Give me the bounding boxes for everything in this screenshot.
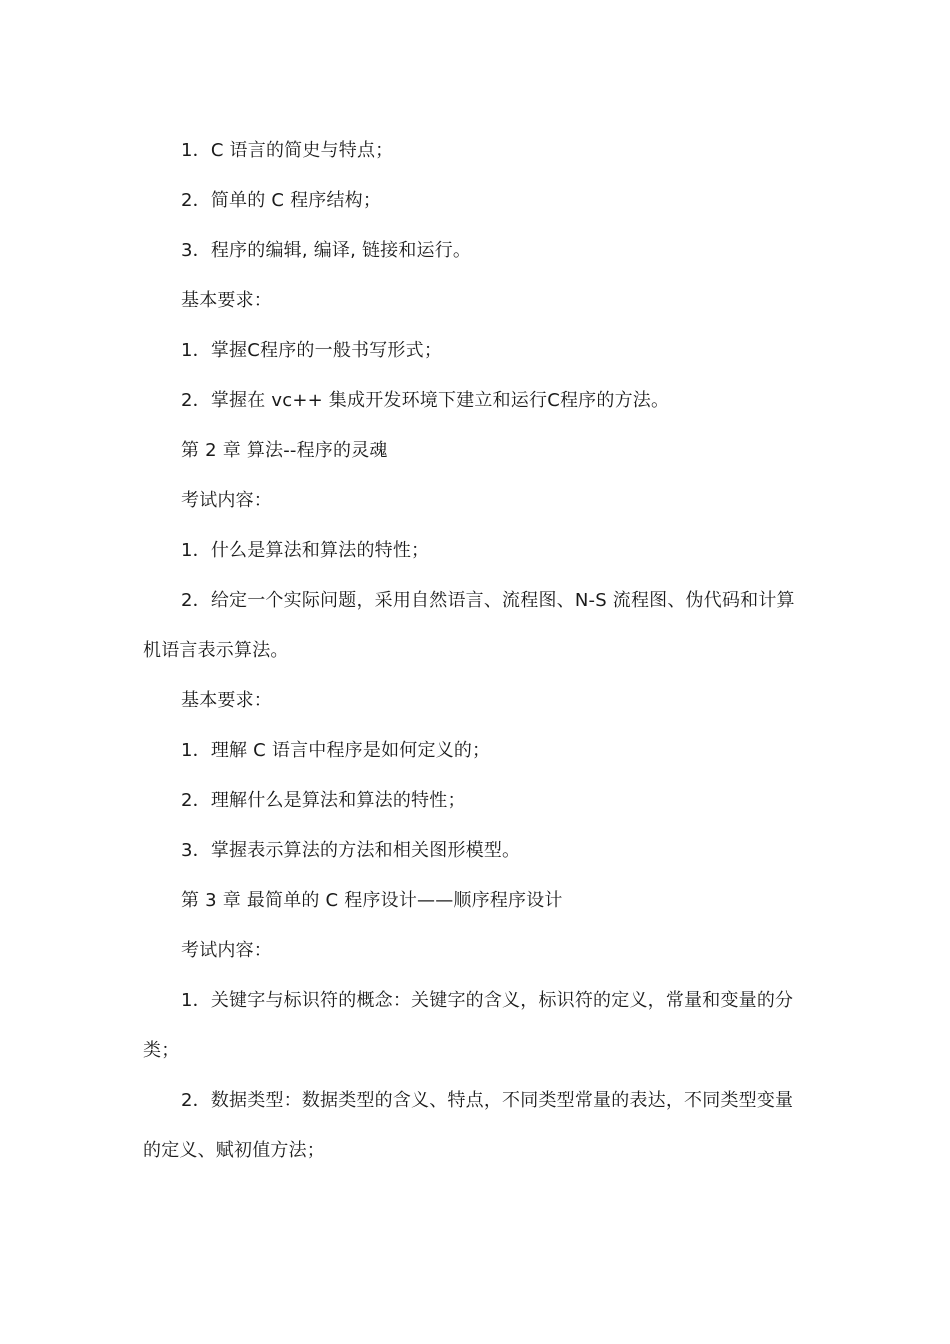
chapter-heading-2: 第 2 章 算法--程序的灵魂 <box>181 440 388 461</box>
section-label-exam-content: 考试内容： <box>181 490 272 511</box>
section-label-basic-requirements: 基本要求： <box>181 690 272 711</box>
chapter-heading-3: 第 3 章 最简单的 C 程序设计——顺序程序设计 <box>181 890 563 911</box>
list-item-edit-compile: 3．程序的编辑, 编译, 链接和运行。 <box>181 240 472 261</box>
list-item-c-history: 1．C 语言的简史与特点； <box>181 140 394 161</box>
section-label-exam-content: 考试内容： <box>181 940 272 961</box>
list-item-data-types: 2．数据类型：数据类型的含义、特点，不同类型常量的表达，不同类型变量的定义、赋初值方法； <box>143 1090 794 1161</box>
list-item-keywords-identifiers: 1．关键字与标识符的概念：关键字的含义，标识符的定义，常量和变量的分类； <box>143 990 794 1061</box>
document-body <box>143 126 809 1176</box>
list-item-program-definition: 1．理解 C 语言中程序是如何定义的； <box>181 740 491 761</box>
list-item-writing-form: 1．掌握C程序的一般书写形式； <box>181 340 443 361</box>
section-label-basic-requirements: 基本要求： <box>181 290 272 311</box>
list-item-c-structure: 2．简单的 C 程序结构； <box>181 190 382 211</box>
list-item-algorithm-representation: 2．给定一个实际问题，采用自然语言、流程图、N-S 流程图、伪代码和计算机语言表示算法。 <box>143 590 795 661</box>
list-item-algorithm-models: 3．掌握表示算法的方法和相关图形模型。 <box>181 840 521 861</box>
list-item-algorithm-definition: 1．什么是算法和算法的特性； <box>181 540 430 561</box>
list-item-vc-environment: 2．掌握在 vc++ 集成开发环境下建立和运行C程序的方法。 <box>181 390 670 411</box>
list-item-algorithm-features: 2．理解什么是算法和算法的特性； <box>181 790 466 811</box>
